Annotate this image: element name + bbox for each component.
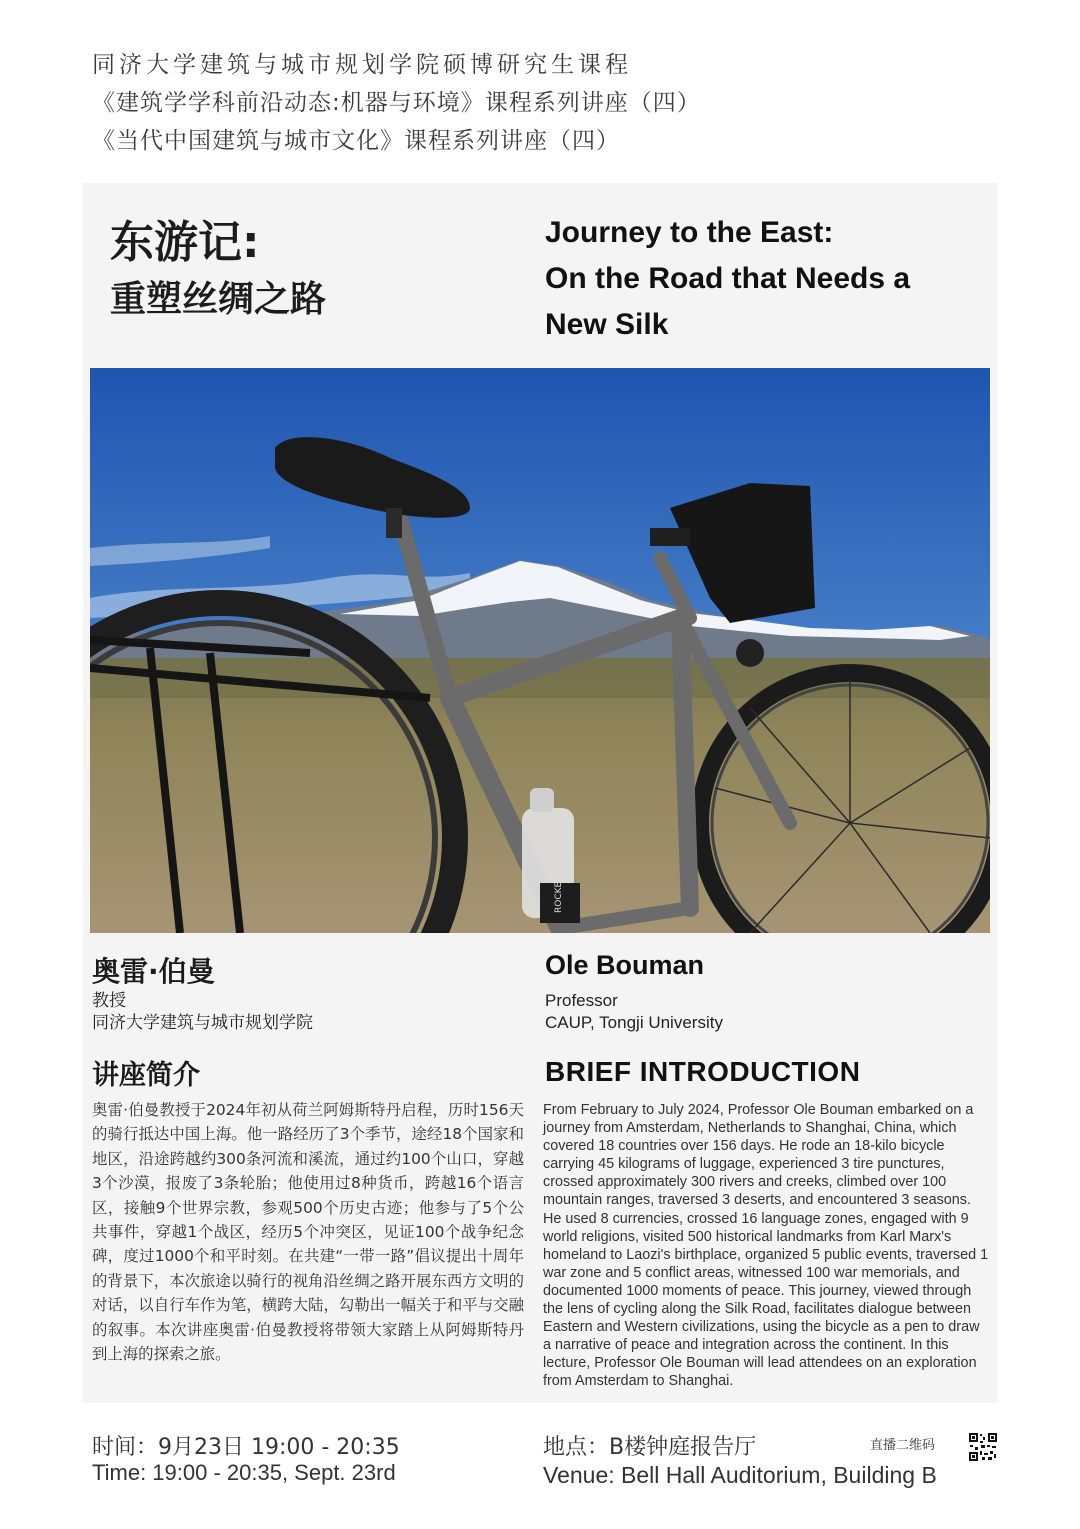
bottle-text: ROCKER xyxy=(554,875,564,913)
title-zh-line2: 重塑丝绸之路 xyxy=(110,279,327,320)
qr-label: 直播二维码 xyxy=(870,1438,936,1453)
qr-code-icon[interactable] xyxy=(968,1432,998,1462)
title-en-line1: Journey to the East: xyxy=(545,216,834,249)
event-time-en: Time: 19:00 - 20:35, Sept. 23rd xyxy=(92,1460,396,1485)
title-en-line3: New Silk xyxy=(545,308,669,341)
title-zh-line1: 东游记: xyxy=(110,217,260,268)
event-venue-zh: 地点：B楼钟庭报告厅 xyxy=(543,1435,757,1460)
speaker-name-zh: 奥雷·伯曼 xyxy=(92,955,215,988)
event-venue-en: Venue: Bell Hall Auditorium, Building B xyxy=(543,1462,937,1488)
speaker-role-en xyxy=(545,990,723,1034)
event-time-zh: 时间：9月23日 19:00 - 20:35 xyxy=(92,1435,400,1460)
intro-body-zh: 奥雷·伯曼教授于2024年初从荷兰阿姆斯特丹启程，历时156天的骑行抵达中国上海。他一路经历了3个季节，途经18个国家和地区，沿途跨越约300条河流和溪流，通过约100个山口，穿越3个沙漠，报废了3条轮胎；他使用过8种货币，跨越16个语言区，接触9个世界宗教，参观500个历史古迹；他参与了5个公共事件，穿越1个战区，经历5个冲突区，见证100个战争纪念碑，度过1000个和平时刻。在共建“一带一路”倡议提出十周年的背景下，本次旅途以骑行的视角沿丝绸之路开展东西方文明的对话，以自行车作为笔，横跨大陆，勾勒出一幅关于和平与交融的叙事。本次讲座奥雷·伯曼教授将带领大家踏上从阿姆斯特丹到上海的探索之旅。 xyxy=(92,1101,524,1364)
speaker-role-zh xyxy=(92,990,313,1034)
lecture-title-zh xyxy=(110,212,530,326)
course-header xyxy=(92,46,992,160)
intro-heading-zh: 讲座简介 xyxy=(92,1060,200,1091)
lecture-series-1: 《建筑学学科前沿动态:机器与环境》课程系列讲座（四） xyxy=(92,90,701,116)
intro-heading-en: BRIEF INTRODUCTION xyxy=(545,1056,861,1087)
course-title: 同济大学建筑与城市规划学院硕博研究生课程 xyxy=(92,52,632,78)
speaker-affiliation-zh: 同济大学建筑与城市规划学院 xyxy=(92,1013,313,1033)
speaker-affiliation-en: CAUP, Tongji University xyxy=(545,1013,723,1032)
intro-body-en: From February to July 2024, Professor Ole Bouman embarked on a journey from Amsterdam, Netherlands to Shanghai, China, which covered 18 countries over 156 days. He rode an 18-kilo bicycle carrying 45 kilograms of luggage, experienced 3 tire punctures, crossed approximately 300 rivers and creeks, climbed over 100 mountain ranges, traversed 3 deserts, and encountered 3 seasons. He used 8 currencies, crossed 16 language zones, engaged with 9 world religions, visited 500 historical landmarks from Karl Marx's homeland to Laozi's birthplace, organized 5 public events, traversed 1 war zone and 5 conflict areas, witnessed 100 war memorials, and documented 1000 moments of peace. This journey, viewed through the lens of cycling along the Silk Road, facilitates dialogue between Eastern and Western civilizations, using the bicycle as a pen to draw a narrative of peace and integration across the continent. In this lecture, Professor Ole Bouman will lead attendees on an exploration from Amsterdam to Shanghai. xyxy=(543,1102,989,1390)
title-en-line2: On the Road that Needs a xyxy=(545,262,911,295)
speaker-title-en: Professor xyxy=(545,991,618,1010)
speaker-name-en: Ole Bouman xyxy=(545,950,705,980)
speaker-title-zh: 教授 xyxy=(92,991,126,1011)
lecture-title-en xyxy=(545,210,975,348)
lecture-series-2: 《当代中国建筑与城市文化》课程系列讲座（四） xyxy=(92,128,620,154)
bicycle-photo xyxy=(90,368,990,933)
